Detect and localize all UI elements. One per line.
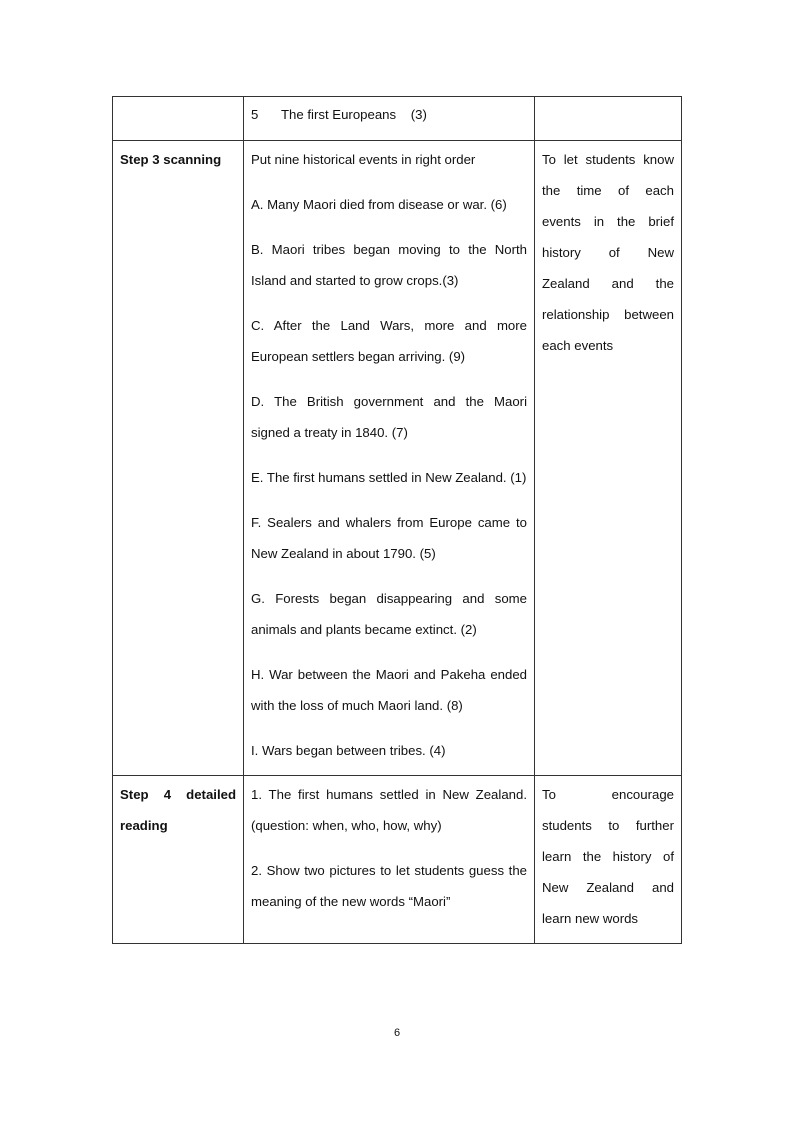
- content-cell: [244, 141, 535, 776]
- list-item: [251, 106, 527, 124]
- objective-cell: [535, 97, 682, 141]
- page-number: 6: [393, 1027, 401, 1039]
- event-item: C. After the Land Wars, more and more European settlers began arriving. (9): [251, 318, 527, 364]
- task-instruction: Put nine historical events in right order: [251, 152, 476, 167]
- event-item: I. Wars began between tribes. (4): [251, 743, 446, 758]
- event-item: A. Many Maori died from disease or war. (6): [251, 197, 507, 212]
- item-text: The first Europeans (3): [281, 107, 427, 122]
- table-row: [113, 776, 682, 944]
- event-item: D. The British government and the Maori signed a treaty in 1840. (7): [251, 394, 527, 440]
- objective-text: To let students know the time of each events in the brief history of New Zealand and the relationship between each events: [542, 152, 674, 353]
- objective-cell: [535, 776, 682, 944]
- item-number: 5: [251, 107, 259, 122]
- objective-text: To encourage students to further learn the history of New Zealand and learn new words: [542, 787, 674, 926]
- content-cell: [244, 776, 535, 944]
- step-cell: [113, 97, 244, 141]
- activity-item: 2. Show two pictures to let students guess the meaning of the new words “Maori”: [251, 863, 527, 909]
- table-row: [113, 141, 682, 776]
- step-label: Step 3 scanning: [120, 152, 222, 167]
- step-cell: [113, 141, 244, 776]
- activity-item: 1. The first humans settled in New Zealand. (question: when, who, how, why): [251, 787, 527, 833]
- lesson-plan-table: [112, 96, 682, 944]
- event-item: E. The first humans settled in New Zealand. (1): [251, 470, 527, 485]
- objective-cell: [535, 141, 682, 776]
- content-cell: [244, 97, 535, 141]
- event-item: H. War between the Maori and Pakeha ended with the loss of much Maori land. (8): [251, 667, 527, 713]
- event-item: F. Sealers and whalers from Europe came to New Zealand in about 1790. (5): [251, 515, 527, 561]
- step-label: Step 4 detailed reading: [120, 787, 236, 833]
- event-item: B. Maori tribes began moving to the North Island and started to grow crops.(3): [251, 242, 527, 288]
- event-item: G. Forests began disappearing and some animals and plants became extinct. (2): [251, 591, 527, 637]
- step-cell: [113, 776, 244, 944]
- table-row: [113, 97, 682, 141]
